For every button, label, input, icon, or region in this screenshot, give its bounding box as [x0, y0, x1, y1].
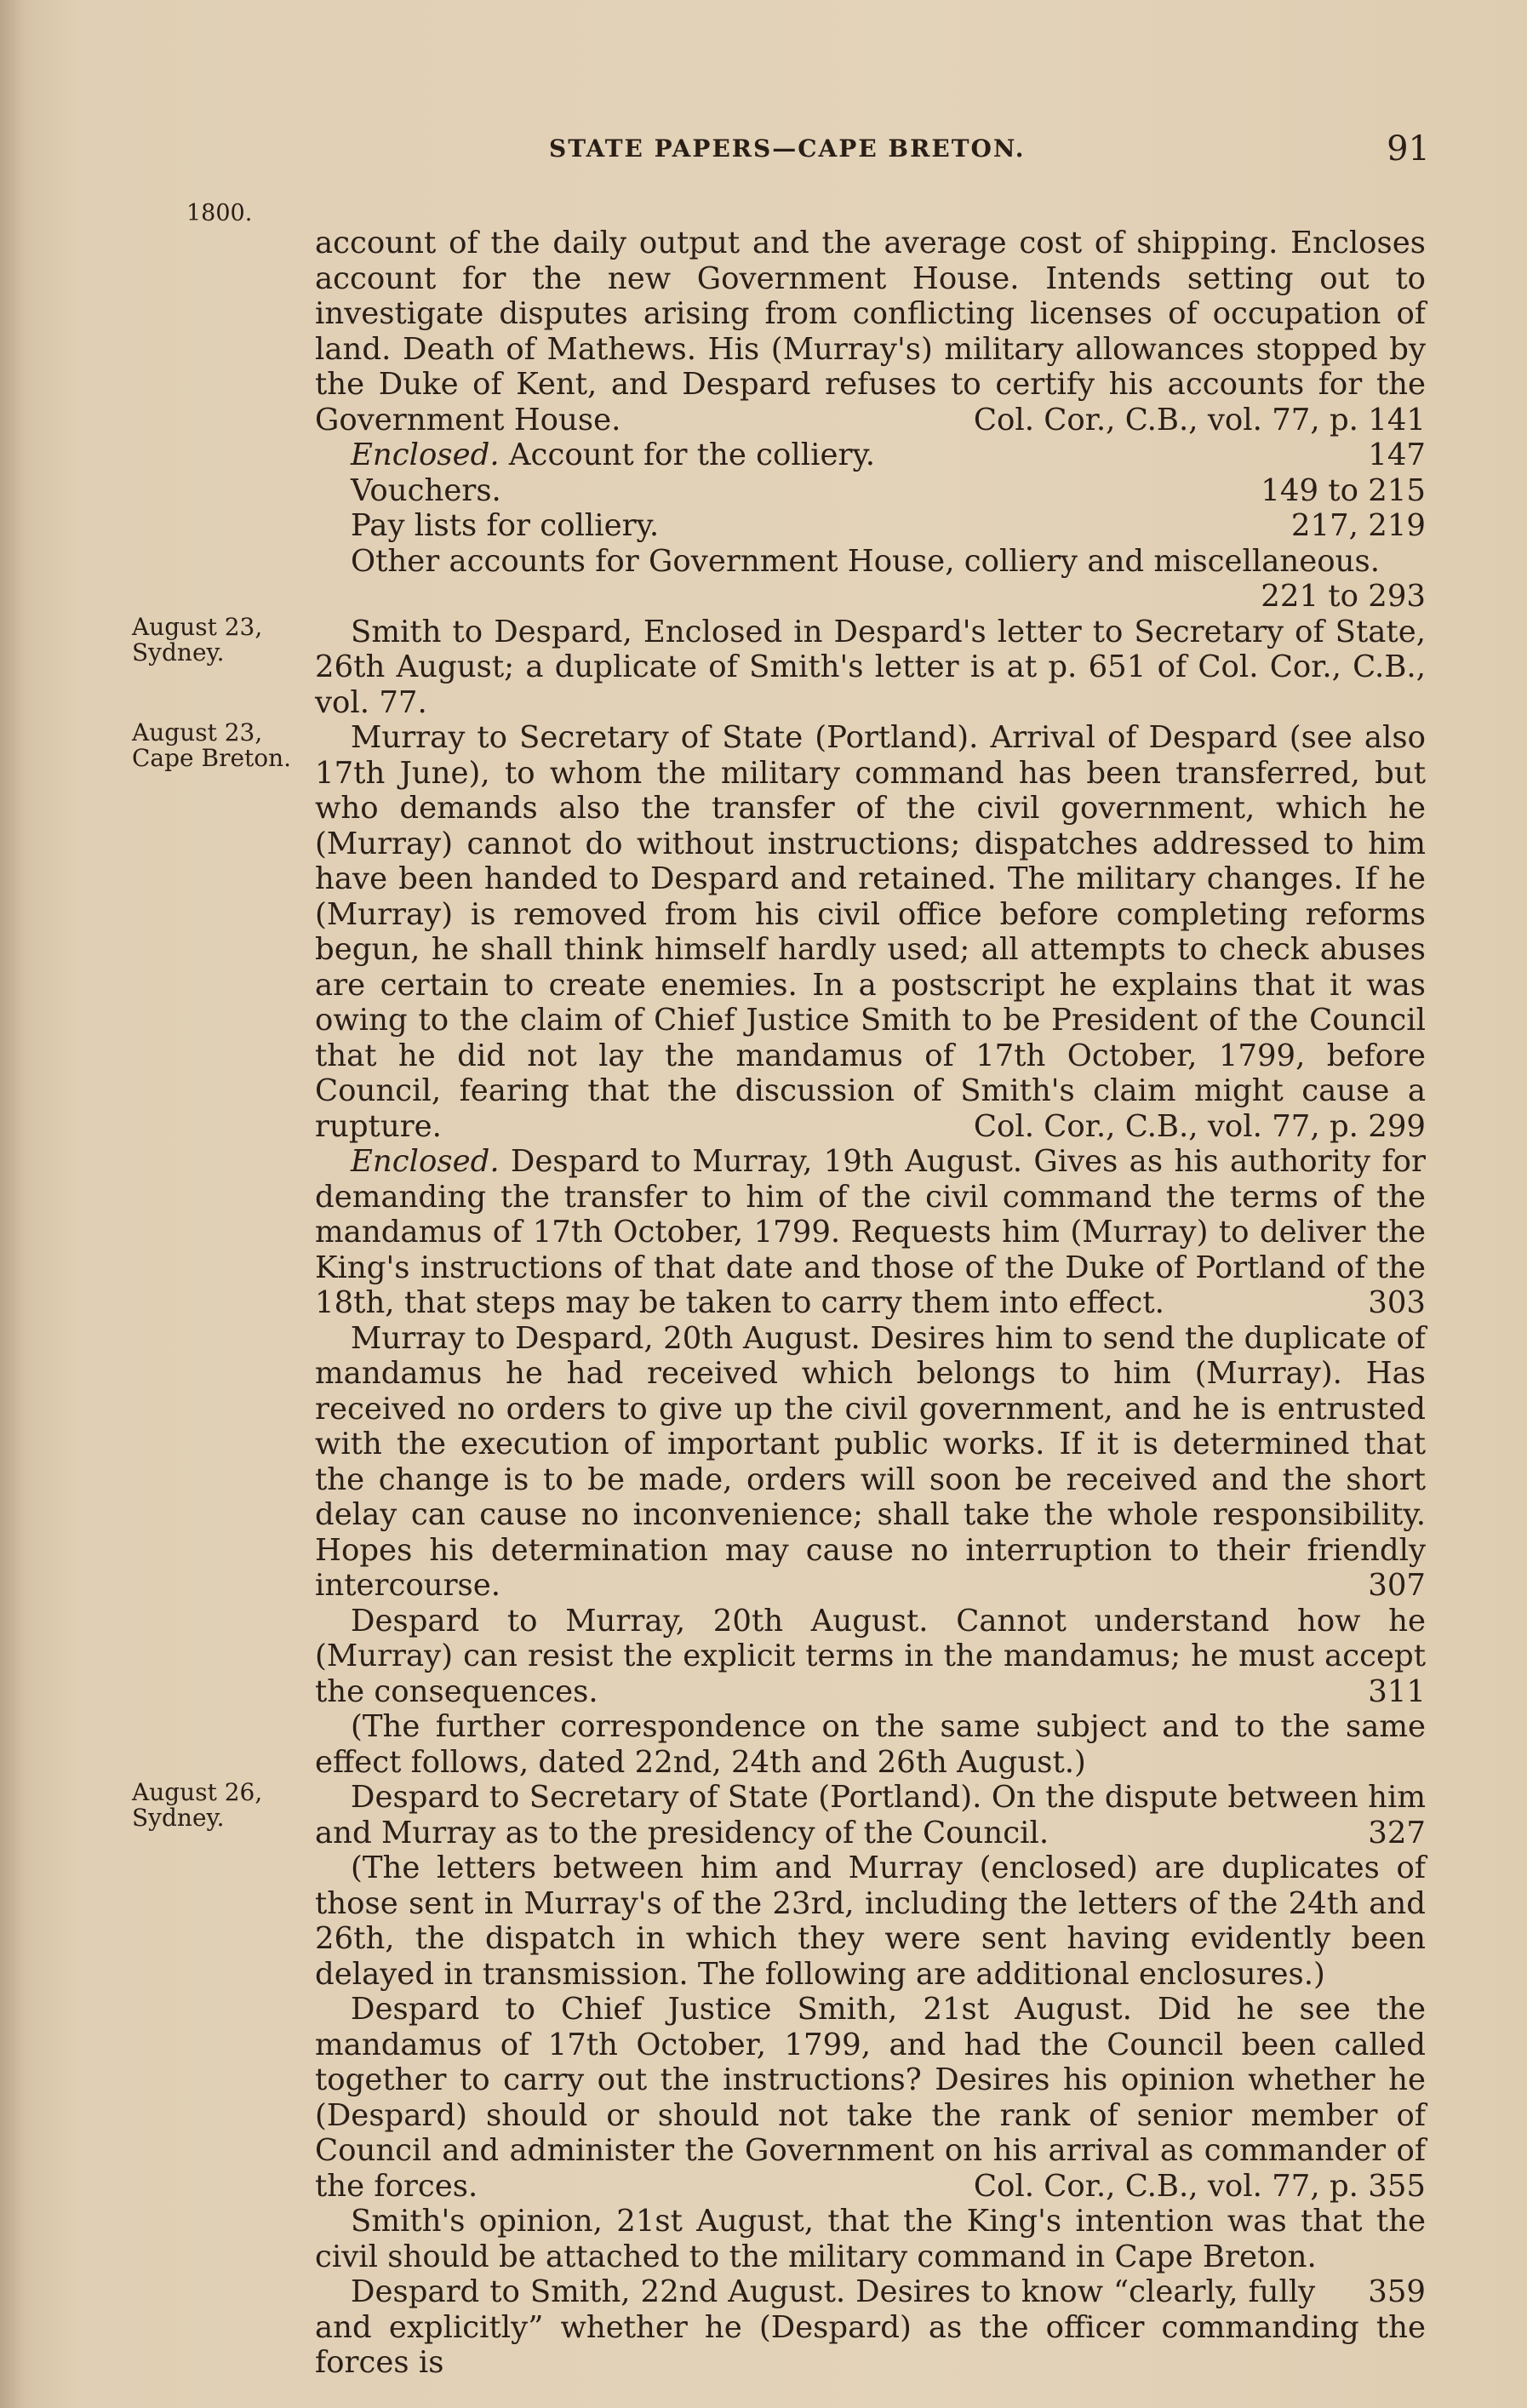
entry-text: Smith to Despard, Enclosed in Despard's letter to Secretary of State, 26th August; a duplicate of Smith's letter is at p. 651 of Col. Cor., C.B., vol. 77. [315, 614, 1426, 720]
enclosure-note: (The letters between him and Murray (enclosed) are duplicates of those sent in Murray's of the 23rd, including the letters of the 24th and 26th, the dispatch in which they were sent having evidently been delayed in transmission. The following are additional enclosures.) [315, 1850, 1426, 1992]
entry-date: August 23, Cape Breton. [132, 718, 292, 772]
enclosure-text: Murray to Despard, 20th August. Desires him to send the duplicate of mandamus he had received which belongs to him (Murray). Has received no orders to give up the civil government, and he is entrusted with the execution of important public works. If it is determined that the change is to be made, orders will soon be received and the short delay can cause no inconvenience; shall take the whole responsibility. Hopes his determination may cause no interruption to their friendly intercourse. 307 [315, 1320, 1426, 1603]
enclosure-line: Enclosed. Account for the colliery. 147 [351, 438, 1426, 472]
entry-date: August 26, Sydney. [132, 1778, 263, 1832]
entry-text: Murray to Secretary of State (Portland). Arrival of Despard (see also 17th June), to whom the military command has been transferred, but who demands also the transfer of the civil government, which he (Murray) cannot do without instructions; dispatches addressed to him have been handed to Despard and retained. The military changes. If he (Murray) is removed from his civil office before completing reforms begun, he shall think himself hardly used; all attempts to check abuses are certain to create enemies. In a postscript he explains that it was owing to the claim of Chief Justice Smith to be President of the Council that he did not lay the mandamus of 17th October, 1799, before Council, fearing that the discussion of Smith's claim might cause a rupture. Col. Cor., C.B., vol. 77, p. 299 [315, 720, 1426, 1144]
continuation-text: account of the daily output and the average cost of shipping. Encloses account for the new Government House. Intends setting out to investigate disputes arising from conflicting licenses of occupation of land. Death of Mathews. His (Murray's) military allowances stopped by the Duke of Kent, and Despard refuses to certify his accounts for the Government House. Col. Cor., C.B., vol. 77, p. 141 [315, 226, 1426, 438]
entry-date: August 23, Sydney. [132, 612, 263, 666]
reference: Col. Cor., C.B., vol. 77, p. 141 [973, 402, 1426, 438]
continuation-entry [315, 226, 1426, 615]
page-range: 221 to 293 [1261, 579, 1426, 614]
document-body [132, 226, 1426, 2381]
enclosure-text: Enclosed. Despard to Murray, 19th August. Gives as his authority for demanding the transfer to him of the civil command the terms of the mandamus of 17th October, 1799. Requests him (Murray) to deliver the King's instructions of that date and those of the Duke of Portland of the 18th, that steps may be taken to carry them into effect. 303 [315, 1144, 1426, 1320]
enclosure-line: Pay lists for colliery. 217, 219 [351, 508, 1426, 543]
calendar-entry [132, 718, 1426, 1780]
enclosure-line: Vouchers. 149 to 215 [351, 472, 1426, 508]
reference: Col. Cor., C.B., vol. 77, p. 299 [973, 1108, 1426, 1144]
calendar-entry [132, 612, 1426, 721]
year-margin-note: 1800. [186, 200, 253, 226]
enclosure-note: (The further correspondence on the same subject and to the same effect follows, dated 22nd, 24th and 26th August.) [315, 1709, 1426, 1780]
enclosure-text: Despard to Smith, 22nd August. Desires to know “clearly, fully and explicitly” whether he (Despard) as the officer commanding the forces is [315, 2274, 1426, 2380]
calendar-entry [132, 1778, 1426, 2381]
page-header [315, 129, 1430, 177]
entry-text: Despard to Secretary of State (Portland). On the dispute between him and Murray as to the presidency of the Council. 327 [315, 1780, 1426, 1850]
enclosure-text: Despard to Chief Justice Smith, 21st August. Did he see the mandamus of 17th October, 1799, and had the Council been called together to carry out the instructions? Desires his opinion whether he (Despard) should or should not take the rank of senior member of Council and administer the Government on his arrival as commander of the forces. Col. Cor., C.B., vol. 77, p. 355 [315, 1992, 1426, 2204]
page-number: 91 [1387, 129, 1430, 169]
enclosure-text: Smith's opinion, 21st August, that the King's intention was that the civil should be attached to the military command in Cape Breton. 359 [315, 2204, 1426, 2309]
enclosure-line: Other accounts for Government House, colliery and miscellaneous. [351, 543, 1381, 579]
running-title: STATE PAPERS—CAPE BRETON. [549, 134, 1026, 163]
enclosure-text: Despard to Murray, 20th August. Cannot understand how he (Murray) can resist the explicit terms in the mandamus; he must accept the consequences. 311 [315, 1603, 1426, 1709]
